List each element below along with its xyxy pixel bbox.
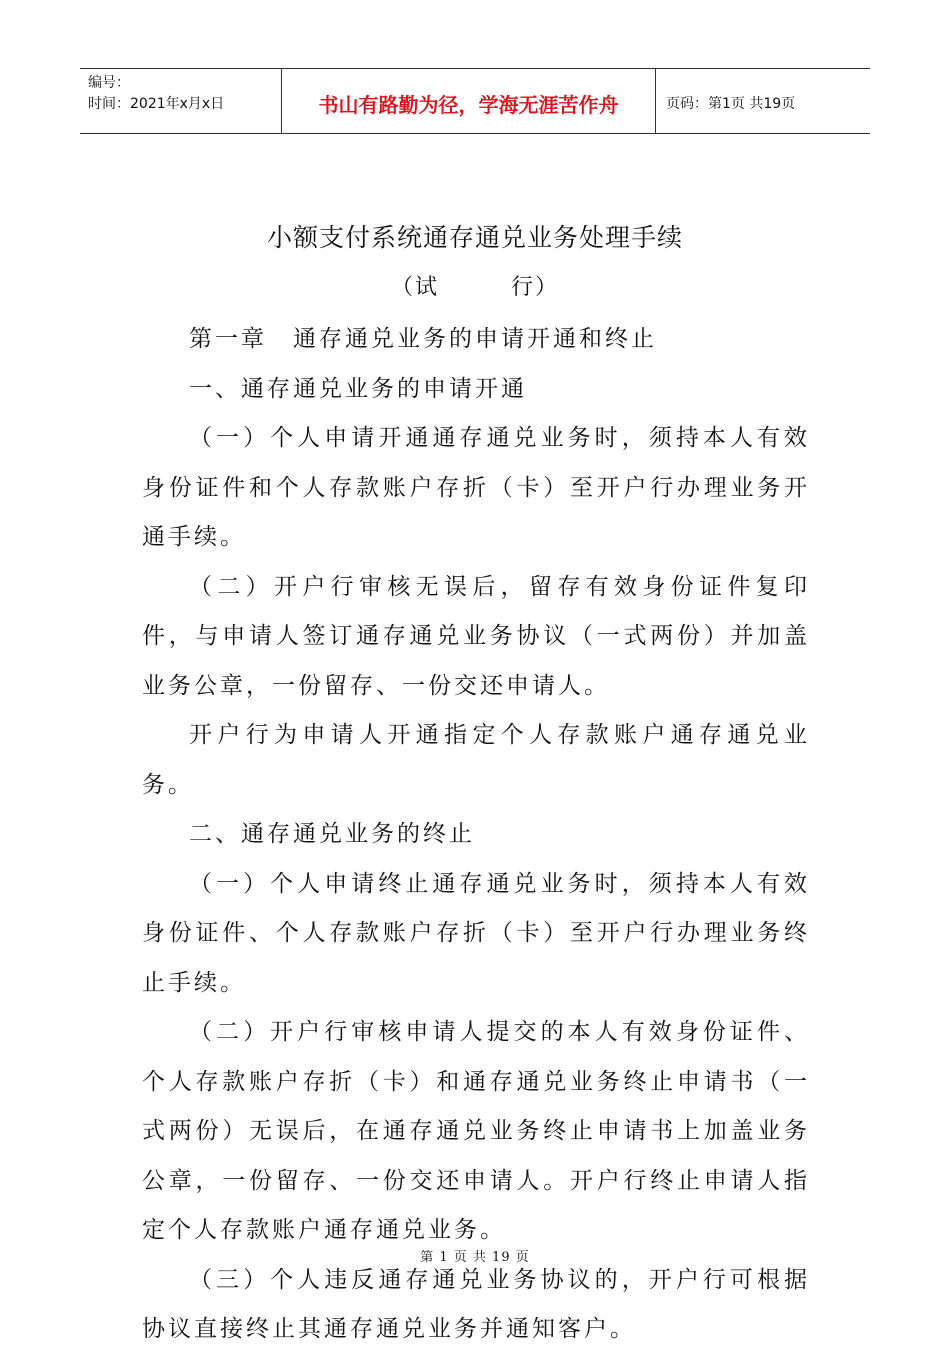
chapter-heading: 第一章 通存通兑业务的申请开通和终止 — [189, 326, 657, 352]
body-paragraph: 开户行为申请人开通指定个人存款账户通存通兑业务。 — [142, 722, 810, 798]
document-title: 小额支付系统通存通兑业务处理手续 — [266, 223, 683, 252]
body-paragraph: （二）开户行审核申请人提交的本人有效身份证件、个人存款账户存折（卡）和通存通兑业务终止申请书（一式两份）无误后，在通存通兑业务终止申请书上加盖业务公章，一份留存、一份交还申请人。开户行终止申请人指定个人存款账户通存通兑业务。 — [142, 1019, 810, 1243]
section-heading: 一、通存通兑业务的申请开通 — [189, 375, 527, 402]
document-header — [80, 68, 870, 134]
document-time-label: 时间：2021年x月x日 — [88, 96, 225, 112]
header-motto: 书山有路勤为径，学海无涯苦作舟 — [318, 92, 619, 117]
header-page-cell — [656, 69, 870, 133]
document-content — [142, 315, 810, 1355]
header-page-info: 页码：第1页 共19页 — [666, 96, 796, 112]
body-paragraph: （二）开户行审核无误后，留存有效身份证件复印件，与申请人签订通存通兑业务协议（一式两份）并加盖业务公章，一份留存、一份交还申请人。 — [142, 573, 810, 699]
header-meta-cell — [80, 69, 282, 133]
body-paragraph: （三）个人违反通存通兑业务协议的，开户行可根据协议直接终止其通存通兑业务并通知客户。 — [142, 1266, 810, 1342]
document-subtitle: （试 行） — [391, 275, 559, 300]
header-motto-cell — [282, 69, 656, 133]
body-paragraph: （一）个人申请开通通存通兑业务时，须持本人有效身份证件和个人存款账户存折（卡）至开户行办理业务开通手续。 — [142, 425, 810, 550]
page-footer: 第 1 页 共 19 页 — [420, 1250, 530, 1265]
body-paragraph: （一）个人申请终止通存通兑业务时，须持本人有效身份证件、个人存款账户存折（卡）至开户行办理业务终止手续。 — [142, 870, 810, 996]
document-number-label: 编号： — [88, 75, 130, 91]
section-heading: 二、通存通兑业务的终止 — [189, 821, 475, 847]
